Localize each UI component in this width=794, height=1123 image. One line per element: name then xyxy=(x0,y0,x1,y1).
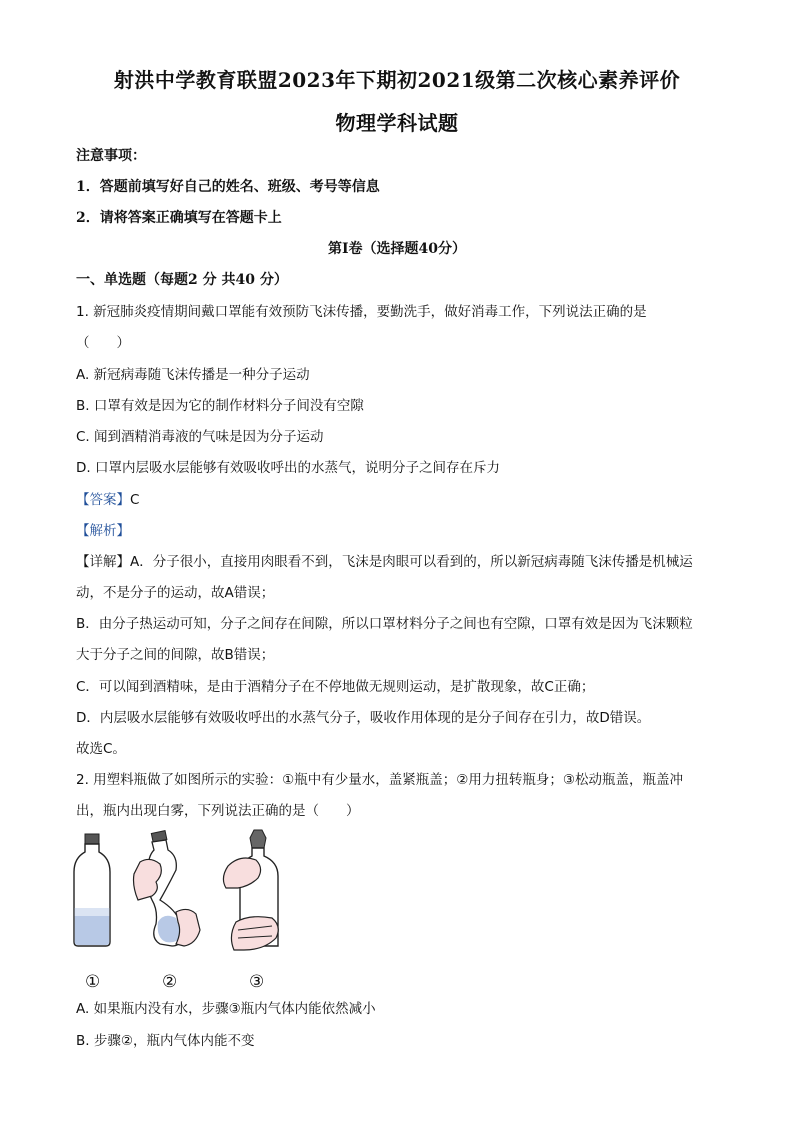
answer-line xyxy=(76,490,726,510)
detail-line: B．由分子热运动可知，分子之间存在间隙，所以口罩材料分子之间也有空隙，口罩有效是因为飞沫颗粒 xyxy=(76,616,693,632)
analysis-tag: 【解析】 xyxy=(76,523,130,539)
question-1-option-b: B. 口罩有效是因为它的制作材料分子间没有空隙 xyxy=(76,398,364,414)
question-1-option-a: A. 新冠病毒随飞沫传播是一种分子运动 xyxy=(76,367,310,383)
notice-heading: 注意事项： xyxy=(76,148,146,164)
figure-label-2: ② xyxy=(162,972,178,992)
figure-label-1: ① xyxy=(85,972,101,992)
figure-label-3: ③ xyxy=(249,972,265,992)
bottle-3-illustration xyxy=(223,830,278,950)
answer-tag: 【答案】 xyxy=(76,492,130,508)
notice-item: 1．答题前填写好自己的姓名、班级、考号等信息 xyxy=(76,179,380,195)
question-1-option-c: C. 闻到酒精消毒液的气味是因为分子运动 xyxy=(76,429,324,445)
question-2-stem-cont: 出，瓶内出现白雾，下列说法正确的是（ ） xyxy=(76,803,360,819)
exam-subtitle: 物理学科试题 xyxy=(335,111,459,135)
detail-line: D．内层吸水层能够有效吸收呼出的水蒸气分子，吸收作用体现的是分子间存在引力，故D错误。 xyxy=(76,710,651,726)
question-2-stem: 2. 用塑料瓶做了如图所示的实验：①瓶中有少量水，盖紧瓶盖；②用力扭转瓶身；③松动瓶盖，瓶盖冲 xyxy=(76,772,683,788)
bottle-1-illustration xyxy=(74,834,110,946)
exam-title: 射洪中学教育联盟2023年下期初2021级第二次核心素养评价 xyxy=(113,68,681,92)
detail-line: 动，不是分子的运动，故A错误； xyxy=(76,585,275,601)
question-2-option-a: A. 如果瓶内没有水，步骤③瓶内气体内能依然减小 xyxy=(76,1001,376,1017)
detail-line: 大于分子之间的间隙，故B错误； xyxy=(76,647,275,663)
question-1-option-d: D. 口罩内层吸水层能够有效吸收呼出的水蒸气，说明分子之间存在斥力 xyxy=(76,460,500,476)
answer-value: C xyxy=(130,492,140,508)
notice-item: 2．请将答案正确填写在答题卡上 xyxy=(76,210,282,226)
bottle-experiment-figure xyxy=(68,826,298,996)
question-2-option-b: B. 步骤②，瓶内气体内能不变 xyxy=(76,1033,255,1049)
detail-line: 故选C。 xyxy=(76,741,126,757)
bottle-2-illustration xyxy=(134,831,201,946)
detail-line: 【详解】A．分子很小，直接用肉眼看不到，飞沫是肉眼可以看到的，所以新冠病毒随飞沫传播是机械运 xyxy=(76,554,693,570)
detail-line: C．可以闻到酒精味，是由于酒精分子在不停地做无规则运动，是扩散现象，故C正确； xyxy=(76,679,595,695)
part-heading: 一、单选题（每题2 分 共40 分） xyxy=(76,272,288,288)
question-1-blank: （ ） xyxy=(76,335,130,351)
question-1-stem: 1. 新冠肺炎疫情期间戴口罩能有效预防飞沫传播，要勤洗手，做好消毒工作，下列说法正确的是 xyxy=(76,304,647,320)
volume-heading: 第I卷（选择题40分） xyxy=(327,241,467,257)
